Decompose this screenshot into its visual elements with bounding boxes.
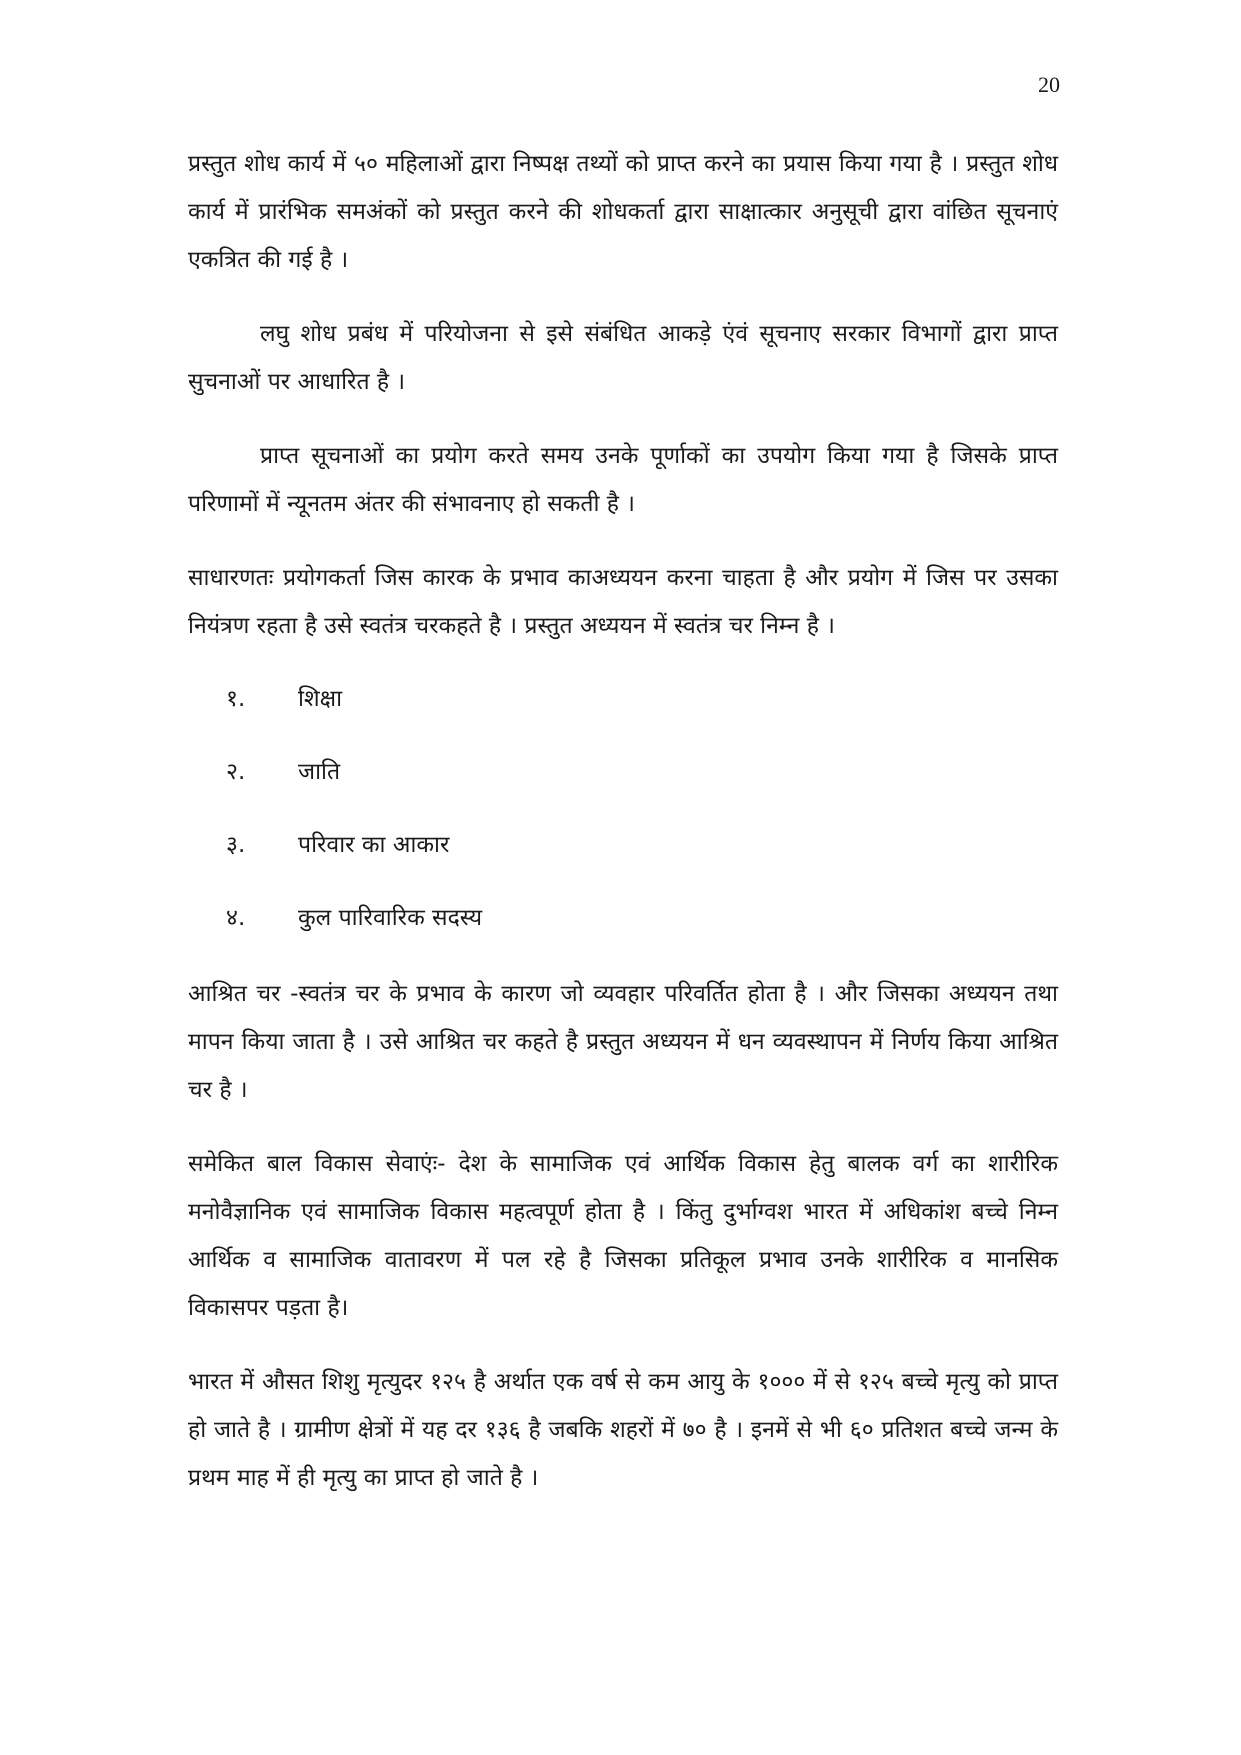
paragraph-infant-mortality: भारत में औसत शिशु मृत्युदर १२५ है अर्थात एक वर्ष से कम आयु के १००० में से १२५ बच्चे मृत्यु को प्राप्त हो जाते है । ग्रामीण क्षेत्रों में यह दर १३६ है जबकि शहरों में ७० है । इनमें से भी ६० प्रतिशत बच्चे जन्म के प्रथम माह में ही मृत्यु का प्राप्त हो जाते है । [188,1369,1058,1491]
list-item-number: ३. [226,831,246,858]
paragraph-research-intro: प्रस्तुत शोध कार्य में ५० महिलाओं द्वारा निष्पक्ष तथ्यों को प्राप्त करने का प्रयास किया गया है । प्रस्तुत शोध कार्य में प्रारंभिक समअंकों को प्रस्तुत करने की शोधकर्ता द्वारा साक्षात्कार अनुसूची द्वारा वांछित सूचनाएं एकत्रित की गई है । [188,151,1058,273]
list-item [188,806,1058,879]
page-number: 20 [1038,72,1060,97]
independent-variables-list [188,660,1058,952]
document-body [188,140,1058,1528]
paragraph-icds: समेकित बाल विकास सेवाएंः- देश के सामाजिक एवं आर्थिक विकास हेतु बालक वर्ग का शारीरिक मनोवैज्ञानिक एवं सामाजिक विकास महत्वपूर्ण होता है । किंतु दुर्भाग्वश भारत में अधिकांश बच्चे निम्न आर्थिक व सामाजिक वातावरण में पल रहे है जिसका प्रतिकूल प्रभाव उनके शारीरिक व मानसिक विकासपर पड़ता है। [188,1151,1058,1321]
list-item-number: ४. [226,904,246,931]
paragraph-data-sources: लघु शोध प्रबंध में परियोजना से इसे संबंधित आकड़े एंवं सूचनाए सरकार विभागों द्वारा प्राप्त सुचनाओं पर आधारित है । [188,321,1058,395]
list-item [188,733,1058,806]
list-item-number: १. [226,685,246,712]
list-item-label: परिवार का आकार [298,831,450,858]
list-item [188,660,1058,733]
list-item-label: जाति [298,758,341,785]
list-item-label: कुल पारिवारिक सदस्य [298,904,483,931]
paragraph-data-usage: प्राप्त सूचनाओं का प्रयोग करते समय उनके पूर्णाकों का उपयोग किया गया है जिसके प्राप्त परिणामों में न्यूनतम अंतर की संभावनाए हो सकती है । [188,443,1058,517]
paragraph-dependent-variable: आश्रित चर -स्वतंत्र चर के प्रभाव के कारण जो व्यवहार परिवर्तित होता है । और जिसका अध्ययन तथा मापन किया जाता है । उसे आश्रित चर कहते है प्रस्तुत अध्ययन में धन व्यवस्थापन में निर्णय किया आश्रित चर है । [188,981,1058,1103]
paragraph-independent-variables: साधारणतः प्रयोगकर्ता जिस कारक के प्रभाव काअध्ययन करना चाहता है और प्रयोग में जिस पर उसका नियंत्रण रहता है उसे स्वतंत्र चरकहते है । प्रस्तुत अध्ययन में स्वतंत्र चर निम्न है । [188,565,1058,639]
list-item [188,879,1058,952]
list-item-label: शिक्षा [298,685,343,712]
list-item-number: २. [226,758,246,785]
